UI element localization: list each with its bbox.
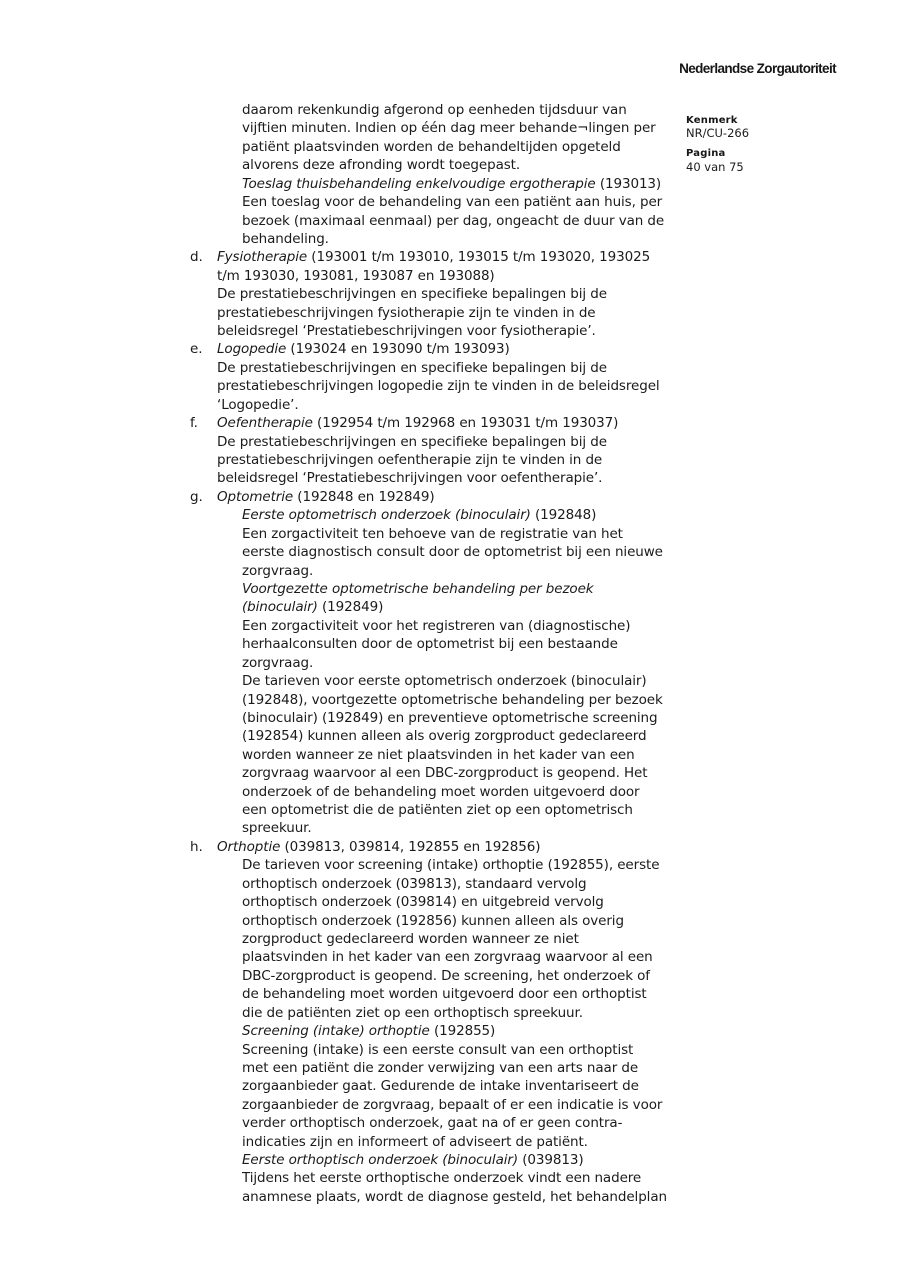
kenmerk-value: NR/CU-266 [686,126,750,140]
italic-term: (binoculair) [242,599,318,616]
text-line [0,525,900,543]
list-item-line [0,838,900,856]
text-line [0,396,900,414]
italic-term: Eerste optometrisch onderzoek (binoculair) [242,507,531,524]
text-run: orthoptisch onderzoek (039813), standaard vervolg [242,875,587,892]
text-run: zorgvraag waarvoor al een DBC-zorgproduct is geopend. Het [242,765,648,782]
text-line [0,783,900,801]
text-run: eerste diagnostisch consult door de optometrist bij een nieuwe [242,544,663,561]
italic-term: Screening (intake) orthoptie [242,1023,430,1040]
text-run: plaatsvinden in het kader van een zorgvraag waarvoor al een [242,949,653,966]
text-line [0,1151,900,1169]
text-run: bezoek (maximaal eenmaal) per dag, ongeacht de duur van de [242,212,665,229]
text-run: een optometrist die de patiënten ziet op een optometrisch [242,802,633,819]
text-run: DBC-zorgproduct is geopend. De screening, het onderzoek of [242,967,650,984]
list-item-line [0,248,900,266]
italic-term: Optometrie [217,488,294,505]
text-run: patiënt plaatsvinden worden de behandeltijden opgeteld [242,138,621,155]
text-run: ‘Logopedie’. [217,396,299,413]
text-run: orthoptisch onderzoek (039814) en uitgebreid vervolg [242,894,604,911]
text-line [0,967,900,985]
text-line [0,672,900,690]
text-run: prestatiebeschrijvingen oefentherapie zijn te vinden in de [217,452,603,469]
text-line [0,580,900,598]
text-line [0,175,900,193]
italic-term: Fysiotherapie [217,249,308,266]
text-line [0,598,900,616]
text-line [0,930,900,948]
list-item-line [0,340,900,358]
list-marker: g. [190,488,203,505]
text-line [0,193,900,211]
text-run: De tarieven voor screening (intake) orthoptie (192855), eerste [242,857,660,874]
text-run: Tijdens het eerste orthoptische onderzoek vindt een nadere [242,1170,642,1187]
document-body [0,101,900,1206]
text-run: die de patiënten ziet op een orthoptisch spreekuur. [242,1004,583,1021]
text-line [0,156,900,174]
text-run: daarom rekenkundig afgerond op eenheden tijdsduur van [242,102,627,118]
text-line [0,875,900,893]
text-line [0,1169,900,1187]
text-line [0,451,900,469]
text-run: zorgproduct gedeclareerd worden wanneer ze niet [242,930,579,947]
text-run: Een toeslag voor de behandeling van een patiënt aan huis, per [242,194,663,211]
text-line [0,562,900,580]
text-run: beleidsregel ‘Prestatiebeschrijvingen voor fysiotherapie’. [217,323,596,340]
text-line [0,1004,900,1022]
italic-term: Eerste orthoptisch onderzoek (binoculair) [242,1152,519,1169]
text-run: zorgvraag. [242,562,314,579]
text-run: De prestatiebeschrijvingen en specifieke bepalingen bij de [217,433,607,450]
list-item-line [0,488,900,506]
text-line [0,746,900,764]
page-number: 40 van 75 [686,160,744,174]
text-run: worden wanneer ze niet plaatsvinden in het kader van een [242,746,635,763]
text-run: spreekuur. [242,820,312,837]
text-run: Screening (intake) is een eerste consult van een orthoptist [242,1041,634,1058]
text-run: (192849) [317,599,384,616]
text-run: behandeling. [242,230,329,247]
text-line [0,359,900,377]
text-line [0,119,900,137]
text-run: (193001 t/m 193010, 193015 t/m 193020, 193025 [307,249,651,266]
italic-term: Voortgezette optometrische behandeling per bezoek [242,580,594,597]
text-line [0,433,900,451]
kenmerk-label: Kenmerk [686,115,738,126]
text-run: De tarieven voor eerste optometrisch onderzoek (binoculair) [242,673,647,690]
text-run: zorgvraag. [242,654,314,671]
text-run: (039813, 039814, 192855 en 192856) [280,838,541,855]
text-run: De prestatiebeschrijvingen en specifieke bepalingen bij de [217,286,607,303]
text-line [0,1096,900,1114]
text-run: (193013) [595,175,662,192]
text-run: (192855) [429,1023,496,1040]
text-run: vijftien minuten. Indien op één dag meer behande¬lingen per [242,120,656,137]
italic-term: Logopedie [217,341,287,358]
text-line [0,801,900,819]
text-line [0,635,900,653]
text-line [0,212,900,230]
text-line [0,543,900,561]
text-line [0,1022,900,1040]
text-run: alvorens deze afronding wordt toegepast. [242,157,521,174]
italic-term: Orthoptie [217,838,281,855]
text-line [0,1188,900,1206]
text-line [0,304,900,322]
text-line [0,709,900,727]
text-run: (193024 en 193090 t/m 193093) [286,341,510,358]
list-marker: f. [190,415,198,432]
text-run: anamnese plaats, wordt de diagnose gesteld, het behandelplan [242,1188,667,1205]
text-line [0,267,900,285]
text-run: (192848) [530,507,597,524]
text-line [0,1133,900,1151]
text-line [0,101,900,119]
text-run: (binoculair) (192849) en preventieve optometrische screening [242,709,658,726]
text-run: (039813) [518,1152,584,1169]
text-line [0,469,900,487]
text-run: t/m 193030, 193081, 193087 en 193088) [217,267,495,284]
text-run: prestatiebeschrijvingen fysiotherapie zijn te vinden in de [217,304,596,321]
text-line [0,322,900,340]
list-marker: h. [190,838,203,855]
organization-name: Nederlandse Zorgautoriteit [679,61,836,76]
text-line [0,230,900,248]
text-line [0,506,900,524]
italic-term: Oefentherapie [217,415,313,432]
text-run: (192848), voortgezette optometrische behandeling per bezoek [242,691,663,708]
text-line [0,138,900,156]
text-line [0,617,900,635]
text-line [0,285,900,303]
text-line [0,1114,900,1132]
text-run: beleidsregel ‘Prestatiebeschrijvingen voor oefentherapie’. [217,470,603,487]
text-line [0,1059,900,1077]
text-line [0,948,900,966]
text-run: verder orthoptisch onderzoek, gaat na of er geen contra- [242,1115,623,1132]
list-marker: e. [190,341,203,358]
text-run: prestatiebeschrijvingen logopedie zijn te vinden in de beleidsregel [217,378,660,395]
text-run: zorgaanbieder de zorgvraag, bepaalt of er een indicatie is voor [242,1096,663,1113]
text-run: (192854) kunnen alleen als overig zorgproduct gedeclareerd [242,728,647,745]
text-line [0,1077,900,1095]
text-line [0,764,900,782]
text-line [0,691,900,709]
text-run: De prestatiebeschrijvingen en specifieke bepalingen bij de [217,359,607,376]
text-run: (192954 t/m 192968 en 193031 t/m 193037) [312,415,619,432]
text-line [0,727,900,745]
text-line [0,654,900,672]
text-line [0,1041,900,1059]
text-line [0,819,900,837]
text-line [0,856,900,874]
text-run: orthoptisch onderzoek (192856) kunnen alleen als overig [242,912,624,929]
pagina-label: Pagina [686,148,726,159]
text-line [0,985,900,1003]
text-run: Een zorgactiviteit voor het registreren van (diagnostische) [242,617,631,634]
list-item-line [0,414,900,432]
text-line [0,893,900,911]
text-line [0,377,900,395]
italic-term: Toeslag thuisbehandeling enkelvoudige ergotherapie [242,175,596,192]
text-run: zorgaanbieder gaat. Gedurende de intake inventariseert de [242,1078,639,1095]
text-run: indicaties zijn en informeert of adviseert de patiënt. [242,1133,588,1150]
list-marker: d. [190,249,203,266]
text-line [0,912,900,930]
text-run: onderzoek of de behandeling moet worden uitgevoerd door [242,783,640,800]
text-run: (192848 en 192849) [293,488,435,505]
text-run: de behandeling moet worden uitgevoerd door een orthoptist [242,986,647,1003]
text-run: met een patiënt die zonder verwijzing van een arts naar de [242,1059,639,1076]
text-run: Een zorgactiviteit ten behoeve van de registratie van het [242,525,623,542]
text-run: herhaalconsulten door de optometrist bij een bestaande [242,636,618,653]
